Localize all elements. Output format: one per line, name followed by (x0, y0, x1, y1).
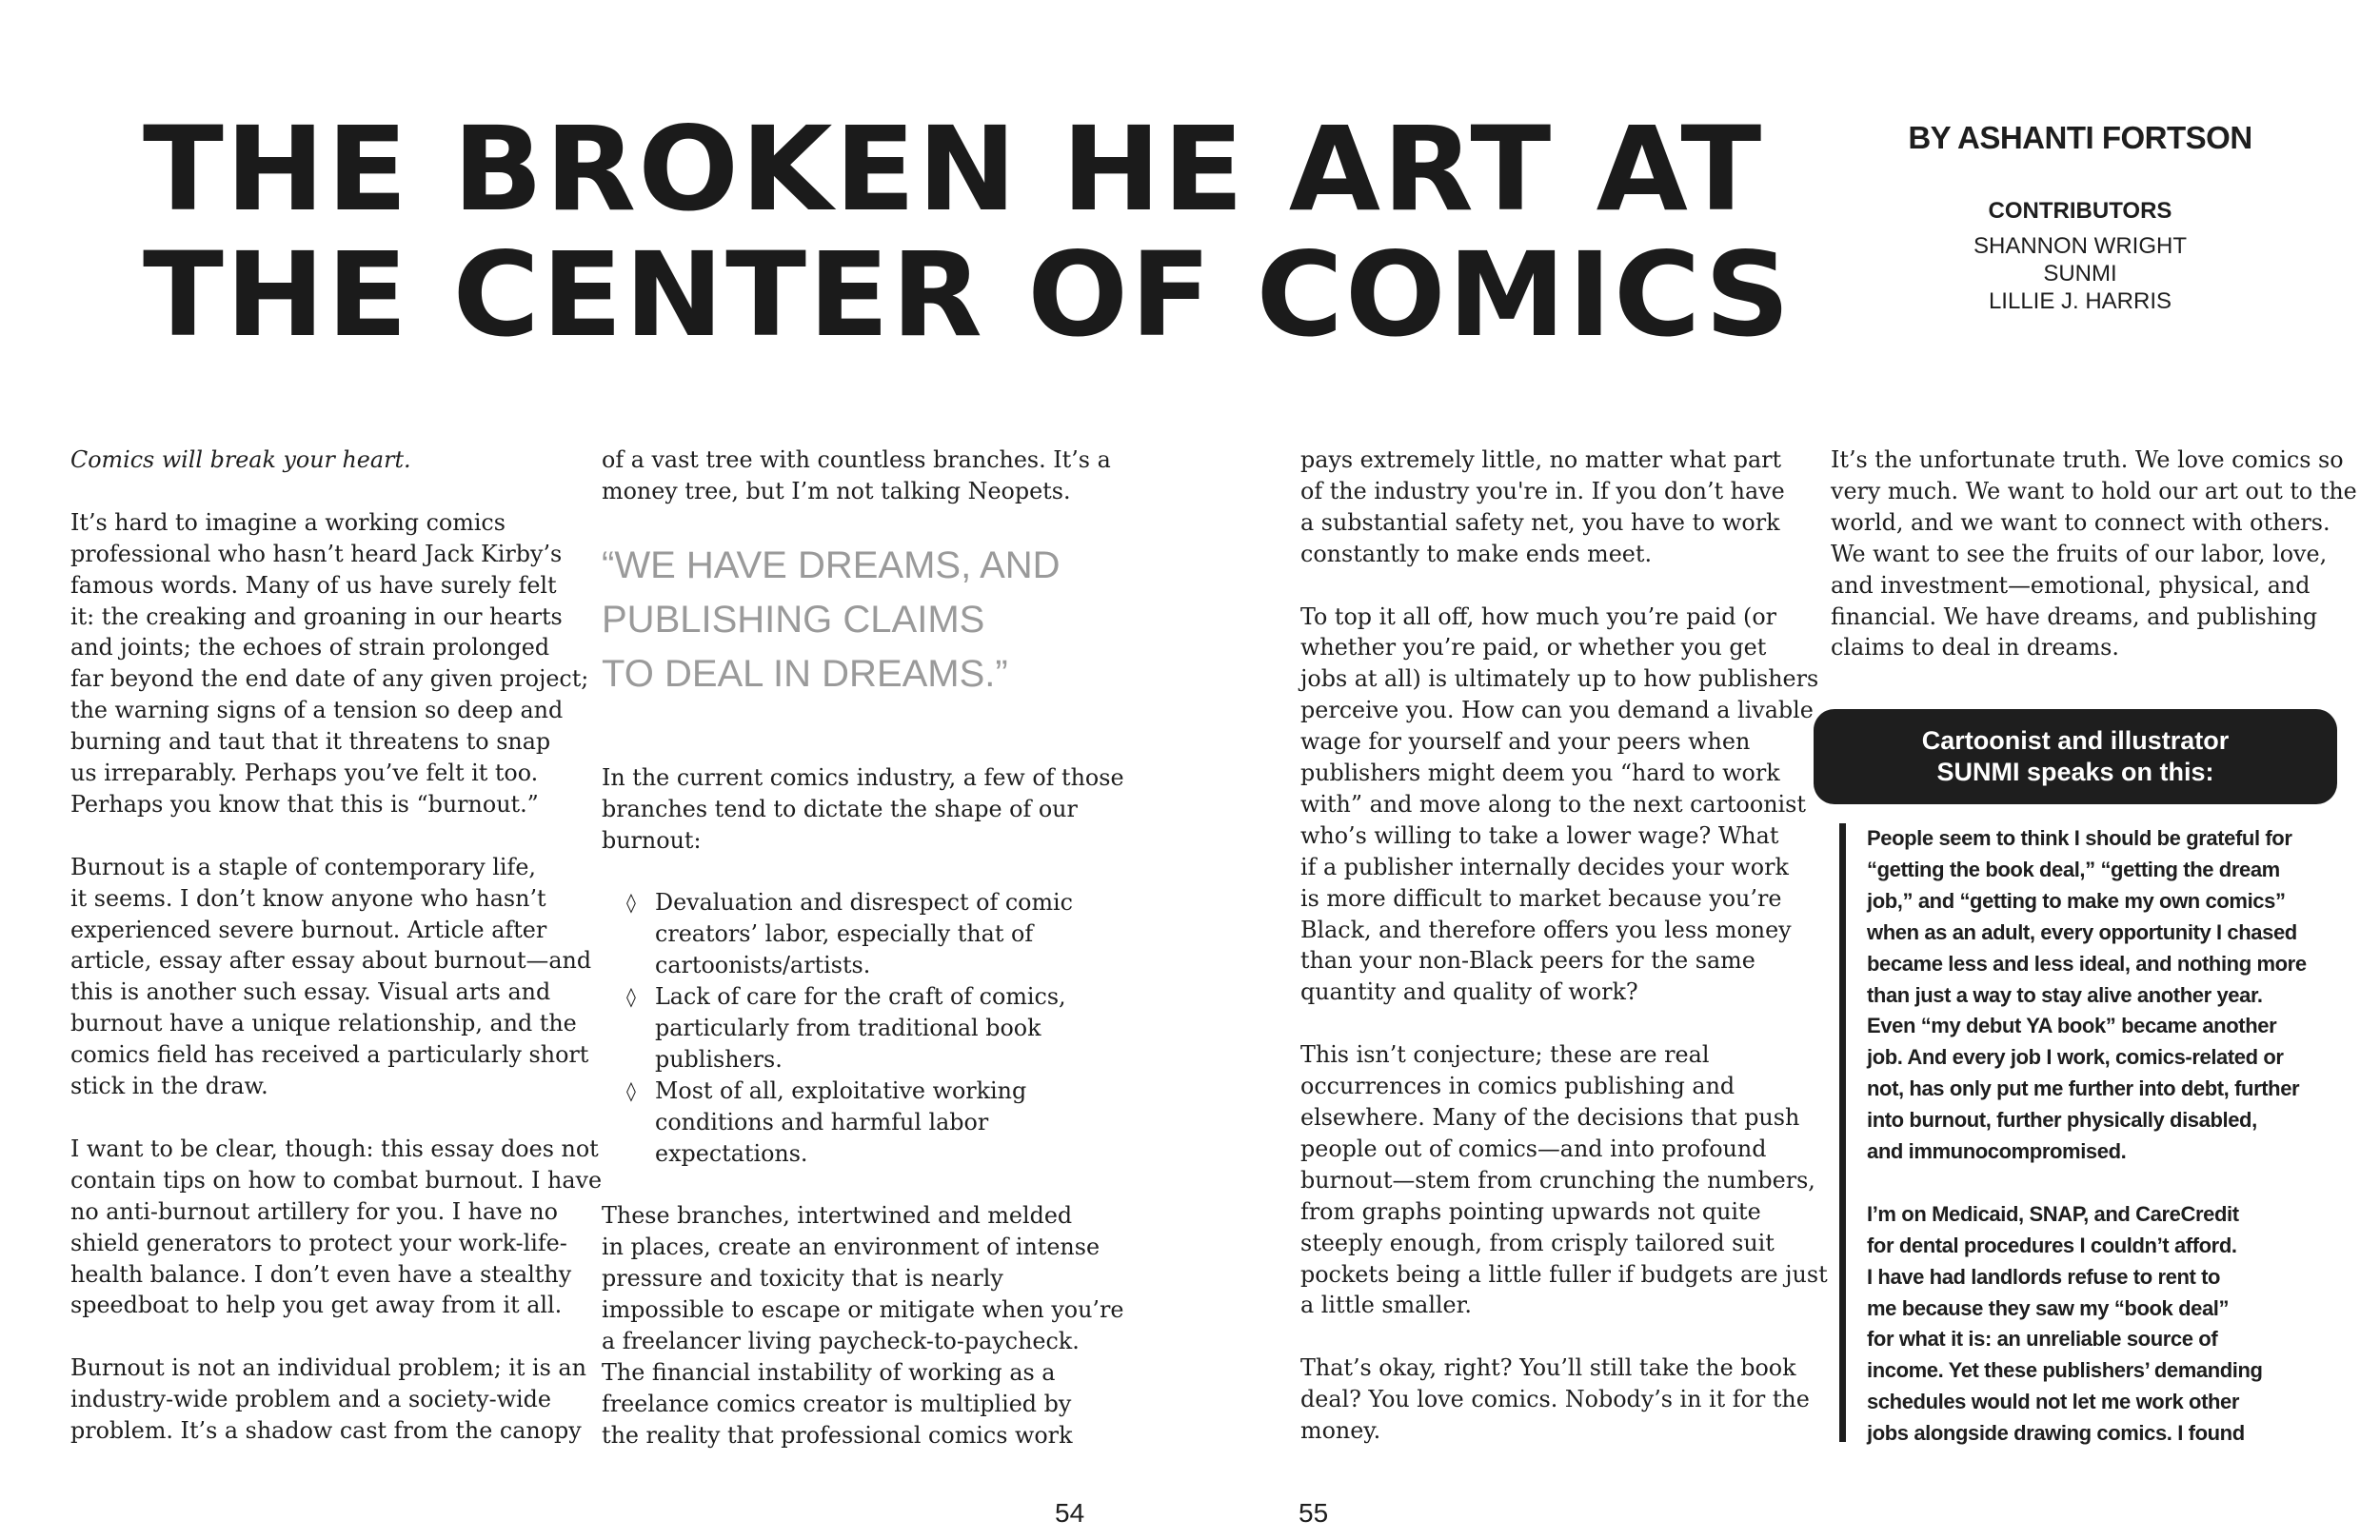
bullet-text (655, 1076, 1097, 1170)
text-line: it: the creaking and groaning in our hearts (70, 602, 563, 630)
bullet-item (602, 981, 1097, 1076)
text-line: article, essay after essay about burnout—and (70, 947, 592, 975)
text-line: stick in the draw. (70, 1073, 268, 1100)
text-line: a substantial safety net, you have to work (1300, 508, 1780, 536)
title-line-2: THE CENTER OF COMICS (143, 227, 1793, 363)
text-line: money tree, but I’m not talking Neopets. (602, 477, 1071, 504)
text-line: job. And every job I work, comics-related or (1867, 1045, 2284, 1070)
text-line: is more difficult to market because you’re (1300, 884, 1782, 912)
text-line: who’s willing to take a lower wage? What (1300, 821, 1779, 849)
text-line: burnout—stem from crunching the numbers, (1300, 1166, 1815, 1194)
contributor-name: SHANNON WRIGHT (1973, 233, 2187, 259)
text-line: To top it all off, how much you’re paid (or (1300, 602, 1777, 630)
text-line: These branches, intertwined and melded (602, 1202, 1073, 1230)
paragraph (70, 852, 592, 1102)
text-line: burnout: (602, 826, 702, 854)
text-line: if a publisher internally decides your work (1300, 853, 1789, 880)
diamond-bullet-icon: ◊ (626, 1078, 636, 1102)
text-line: Comics will break your heart. (70, 446, 411, 473)
text-column-4 (1831, 444, 2357, 695)
text-line: conditions and harmful labor (655, 1108, 989, 1135)
paragraph (602, 1200, 1124, 1451)
text-line: of the industry you're in. If you don’t have (1300, 477, 1785, 504)
text-line: very much. We want to hold our art out to the (1831, 477, 2357, 504)
text-line: job,” and “getting to make my own comics” (1867, 888, 2286, 913)
text-line: than just a way to stay alive another year. (1867, 982, 2263, 1007)
text-line: occurrences in comics publishing and (1300, 1073, 1735, 1100)
text-line: whether you’re paid, or whether you get (1300, 634, 1767, 661)
text-line: Burnout is not an individual problem; it is an (70, 1354, 586, 1382)
article-title (143, 102, 1799, 363)
text-line: problem. It’s a shadow cast from the canopy (70, 1417, 582, 1445)
text-line: Burnout is a staple of contemporary life, (70, 853, 536, 880)
text-line: burnout have a unique relationship, and the (70, 1010, 577, 1037)
text-line: for dental procedures I couldn’t afford. (1867, 1233, 2237, 1257)
text-line: of a vast tree with countless branches. It’s a (602, 446, 1111, 473)
text-line: with” and move along to the next cartoonist (1300, 790, 1806, 818)
text-line: PUBLISHING CLAIMS (602, 598, 985, 641)
text-line: In the current comics industry, a few of those (602, 763, 1124, 791)
text-line: wage for yourself and your peers when (1300, 728, 1751, 756)
page-number-right: 55 (1299, 1498, 1329, 1528)
text-line: far beyond the end date of any given project; (70, 665, 589, 693)
text-line: branches tend to dictate the shape of our (602, 795, 1078, 822)
text-line: became less and less ideal, and nothing more (1867, 951, 2307, 976)
text-line: Most of all, exploitative working (655, 1076, 1027, 1104)
text-line: burning and taut that it threatens to snap (70, 728, 551, 756)
paragraph (1300, 602, 1819, 1009)
opening-line (70, 444, 565, 476)
text-line: than your non-Black peers for the same (1300, 947, 1755, 975)
bullet-text (655, 981, 1097, 1076)
text-line: speedboat to help you get away from it all. (70, 1292, 563, 1319)
bullet-text (655, 887, 1097, 981)
text-line: creators’ labor, especially that of (655, 920, 1034, 948)
text-line: pays extremely little, no matter what part (1300, 446, 1782, 473)
text-line: contain tips on how to combat burnout. I have (70, 1166, 603, 1194)
text-line: income. Yet these publishers’ demanding (1867, 1358, 2263, 1383)
paragraph (70, 1134, 603, 1321)
text-line: “WE HAVE DREAMS, AND (602, 543, 1061, 586)
paragraph (70, 1352, 586, 1447)
text-line: and joints; the echoes of strain prolonged (70, 634, 550, 661)
text-line: from graphs pointing upwards not quite (1300, 1197, 1761, 1225)
paragraph (70, 507, 589, 820)
text-line: into burnout, further physically disabled, (1867, 1108, 2257, 1133)
text-line: health balance. I don’t even have a stealthy (70, 1260, 572, 1288)
diamond-bullet-icon: ◊ (626, 985, 636, 1009)
text-line: this is another such essay. Visual arts and (70, 978, 551, 1006)
text-line: Cartoonist and illustrator (1921, 726, 2230, 755)
contributor-name: LILLIE J. HARRIS (1988, 288, 2172, 314)
text-line: SUNMI speaks on this: (1936, 758, 2214, 786)
paragraph (602, 762, 1124, 857)
callout-banner (1814, 709, 2337, 804)
text-line: impossible to escape or mitigate when you’re (602, 1296, 1124, 1324)
text-line: the reality that professional comics work (602, 1421, 1073, 1449)
text-line: comics field has received a particularly short (70, 1041, 589, 1069)
text-line: We want to see the fruits of our labor, love, (1831, 540, 2328, 567)
text-line: publishers. (655, 1045, 783, 1073)
text-column-2 (602, 444, 1124, 1483)
text-line: I have had landlords refuse to rent to (1867, 1264, 2221, 1289)
paragraph (602, 444, 1111, 507)
text-line: and investment—emotional, physical, and (1831, 571, 2311, 599)
text-line: Lack of care for the craft of comics, (655, 983, 1066, 1011)
text-line: TO DEAL IN DREAMS.” (602, 652, 1008, 695)
paragraph (1300, 444, 1805, 570)
text-line: publishers might deem you “hard to work (1300, 760, 1780, 787)
text-line: I want to be clear, though: this essay does not (70, 1135, 599, 1162)
text-line: pockets being a little fuller if budgets are just (1300, 1260, 1828, 1288)
byline: BY ASHANTI FORTSON (1908, 120, 2252, 155)
text-line: jobs alongside drawing comics. I found (1867, 1421, 2245, 1446)
text-line: money. (1300, 1417, 1381, 1445)
text-line: Even “my debut YA book” became another (1867, 1014, 2277, 1038)
text-line: I’m on Medicaid, SNAP, and CareCredit (1867, 1201, 2239, 1226)
title-line-1: THE BROKEN HE ART AT (143, 102, 1764, 237)
diamond-bullet-icon: ◊ (626, 891, 636, 915)
text-line: People seem to think I should be grateful for (1867, 826, 2292, 850)
text-line: It’s hard to imagine a working comics (70, 508, 506, 536)
text-line: us irreparably. Perhaps you’ve felt it too. (70, 760, 539, 787)
text-line: expectations. (655, 1139, 808, 1167)
paragraph (1300, 1352, 1810, 1447)
text-line: a little smaller. (1300, 1292, 1472, 1319)
text-line: Perhaps you know that this is “burnout.” (70, 790, 539, 818)
sunmi-quote-block (1839, 823, 2334, 1446)
text-line: constantly to make ends meet. (1300, 540, 1653, 567)
text-line: pressure and toxicity that is nearly (602, 1265, 1003, 1293)
quote-paragraph (1867, 823, 2334, 1168)
contributor-name: SUNMI (2043, 261, 2117, 286)
text-column-3 (1300, 444, 1828, 1478)
text-line: perceive you. How can you demand a livable (1300, 697, 1814, 724)
text-line: particularly from traditional book (655, 1014, 1041, 1041)
text-line: jobs at all) is ultimately up to how publishers (1300, 665, 1819, 693)
text-line: the warning signs of a tension so deep and (70, 697, 564, 724)
text-line: It’s the unfortunate truth. We love comics so (1831, 446, 2344, 473)
text-line: famous words. Many of us have surely felt (70, 571, 557, 599)
text-line: deal? You love comics. Nobody’s in it for the (1300, 1386, 1810, 1413)
page-number-left: 54 (1055, 1498, 1085, 1528)
text-line: and immunocompromised. (1867, 1139, 2127, 1164)
text-line: a freelancer living paycheck-to-paycheck. (602, 1327, 1080, 1354)
contributors-block (1880, 198, 2280, 315)
paragraph (1831, 444, 2357, 663)
text-line: shield generators to protect your work-life- (70, 1229, 567, 1256)
pull-quote (602, 539, 1097, 701)
text-line: This isn’t conjecture; these are real (1300, 1041, 1710, 1069)
text-line: no anti-burnout artillery for you. I have no (70, 1197, 558, 1225)
contributors-heading: CONTRIBUTORS (1988, 198, 2172, 224)
text-line: me because they saw my “book deal” (1867, 1295, 2230, 1320)
text-line: schedules would not let me work other (1867, 1390, 2240, 1414)
text-line: claims to deal in dreams. (1831, 634, 2119, 661)
text-line: That’s okay, right? You’ll still take the book (1300, 1354, 1796, 1382)
text-line: financial. We have dreams, and publishing (1831, 602, 2318, 630)
text-line: industry-wide problem and a society-wide (70, 1386, 551, 1413)
text-line: people out of comics—and into profound (1300, 1135, 1767, 1162)
paragraph (1300, 1039, 1828, 1321)
text-line: The financial instability of working as a (602, 1358, 1056, 1386)
bullet-item (602, 887, 1097, 981)
text-line: when as an adult, every opportunity I chased (1867, 919, 2297, 944)
text-line: Black, and therefore offers you less money (1300, 916, 1792, 943)
text-line: experienced severe burnout. Article after (70, 916, 547, 943)
bullet-list (602, 887, 1097, 1169)
quote-paragraph (1867, 1199, 2334, 1450)
text-line: “getting the book deal,” “getting the dream (1867, 857, 2280, 881)
text-line: it seems. I don’t know anyone who hasn’t (70, 884, 546, 912)
text-line: elsewhere. Many of the decisions that push (1300, 1104, 1800, 1131)
text-line: world, and we want to connect with others. (1831, 508, 2330, 536)
text-line: Devaluation and disrespect of comic (655, 889, 1073, 917)
text-line: professional who hasn’t heard Jack Kirby’s (70, 540, 563, 567)
text-line: freelance comics creator is multiplied by (602, 1390, 1072, 1417)
text-line: quantity and quality of work? (1300, 978, 1638, 1006)
text-line: in places, create an environment of intense (602, 1234, 1101, 1261)
text-line: steeply enough, from crisply tailored suit (1300, 1229, 1775, 1256)
text-line: cartoonists/artists. (655, 952, 871, 979)
text-column-1 (70, 444, 603, 1478)
text-line: for what it is: an unreliable source of (1867, 1327, 2218, 1352)
bullet-item (602, 1076, 1097, 1170)
text-line: not, has only put me further into debt, further (1867, 1076, 2300, 1101)
